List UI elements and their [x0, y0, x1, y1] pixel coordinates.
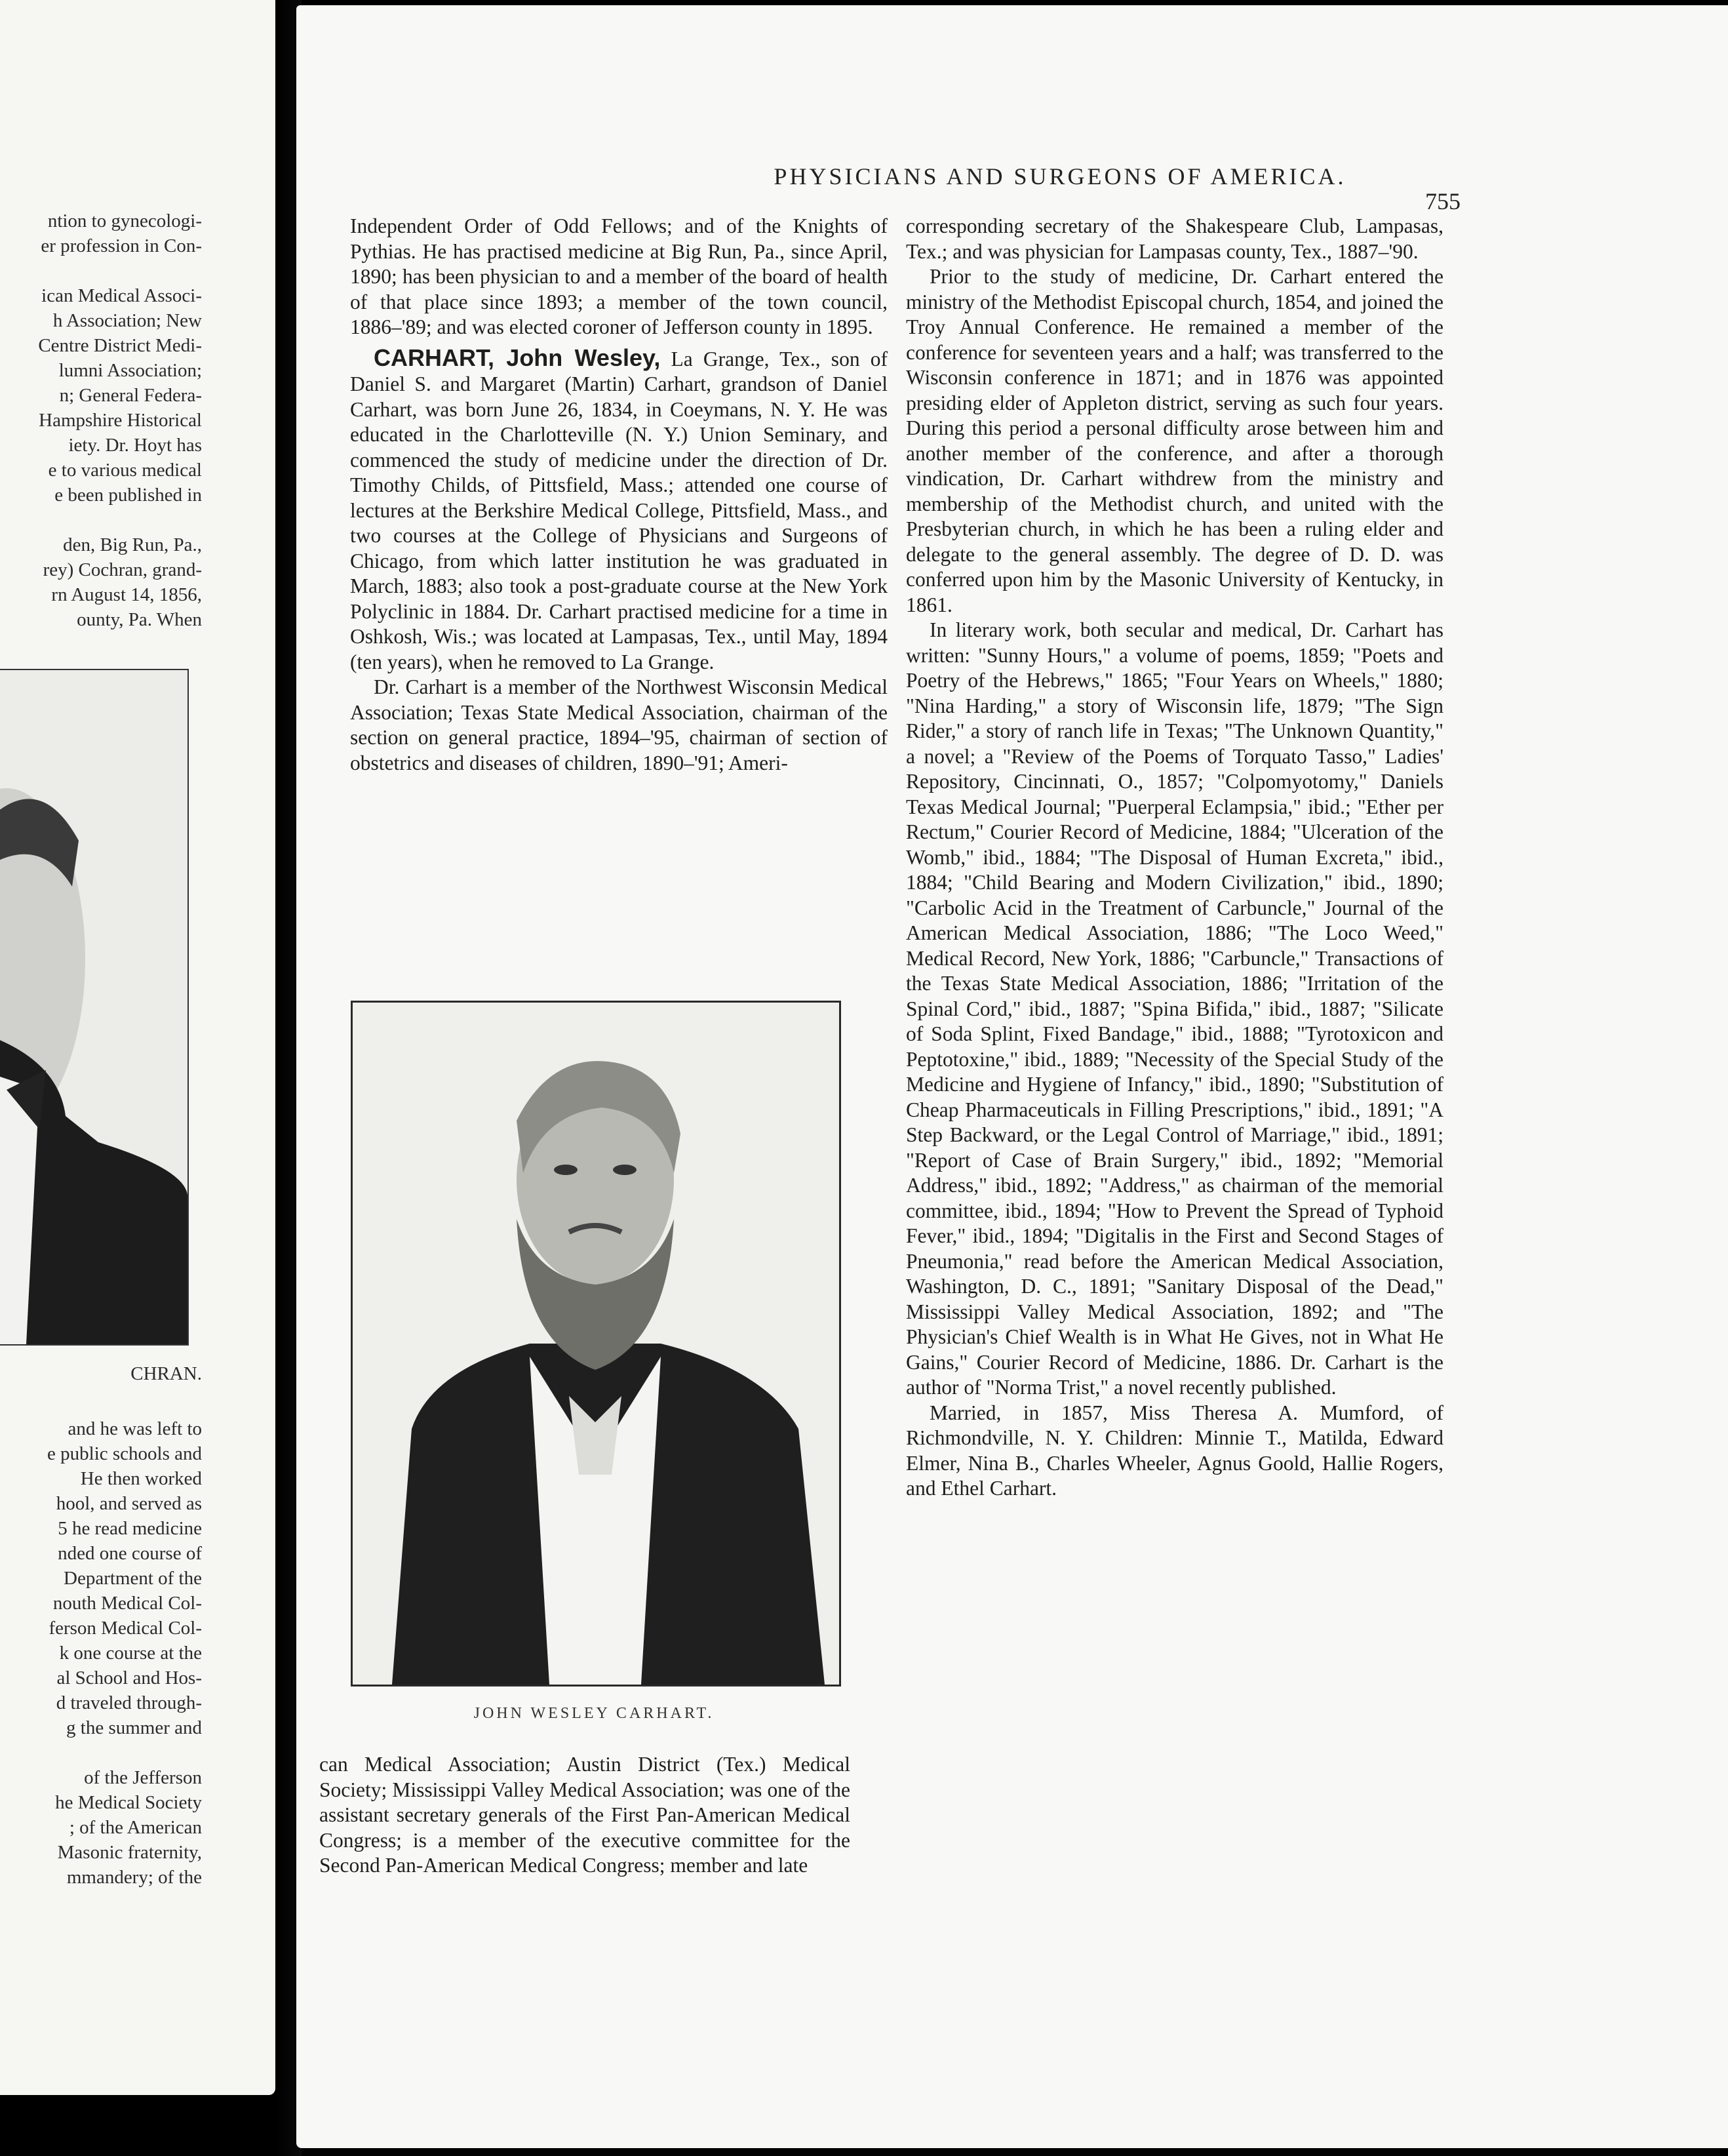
left-page-caption: CHRAN.	[130, 1363, 202, 1384]
left-page-lower-line: Masonic fraternity,	[57, 1842, 202, 1863]
bio-text: La Grange, Tex., son of Daniel S. and Margaret (Martin) Carhart, grandson of Daniel Carhart, was born June 26, 1834, in Coeymans, N. Y. He was educated in the Charlotteville (N. Y.) Union Seminary, and commenced the study of medicine under the direction of Dr. Timothy Childs, of Pittsfield, Mass.; attended one course of lectures at the Berkshire Medical College, Pittsfield, Mass., and two courses at the College of Physicians and Surgeons of Chicago, from which latter institution he was graduated in March, 1883; also took a post-graduate course at the New York Polyclinic in 1884. Dr. Carhart practised medicine for a time in Oshkosh, Wis.; was located at Lampasas, Tex., until May, 1894 (ten years), when he removed to La Grange.	[350, 347, 888, 673]
column-left-continued	[319, 1752, 850, 1879]
left-page-lower-line: nded one course of	[58, 1543, 202, 1564]
paragraph-marriage: Married, in 1857, Miss Theresa A. Mumford, of Richmondville, N. Y. Children: Minnie T., Matilda, Edward Elmer, Nina B., Charles Wheeler, Agnus Goold, Hallie Rogers, and Ethel Carhart.	[906, 1401, 1443, 1500]
left-page-portrait	[0, 669, 189, 1346]
paragraph-ministry: Prior to the study of medicine, Dr. Carhart entered the ministry of the Methodist Episcopal church, 1854, and joined the Troy Annual Conference. He remained a member of the conference for seventeen years and a half; was transferred to the Wisconsin conference in 1871; and in 1876 was appointed presiding elder of Appleton district, serving as such four years. During this period a personal difficulty arose between him and another member of the conference, and after a thorough vindication, Dr. Carhart withdrew from the ministry and membership of the Methodist church, and united with the Presbyterian church, in which he has been a ruling elder and delegate to the general assembly. The degree of D. D. was conferred upon him by the Masonic University of Kentucky, in 1861.	[906, 265, 1443, 616]
left-page-upper-line: Centre District Medi-	[38, 335, 202, 356]
paragraph-continued: corresponding secretary of the Shakespeare Club, Lampasas, Tex.; and was physician for Lampasas county, Tex., 1887–'90.	[906, 214, 1443, 263]
left-page-upper-line: e to various medical	[48, 460, 202, 481]
left-page-upper-line: Hampshire Historical	[39, 410, 202, 431]
paragraph-memberships: Dr. Carhart is a member of the Northwest Wisconsin Medical Association; Texas State Medical Association, chairman of the section on general practice, 1894–'95, chairman of section of obstetrics and diseases of children, 1890–'91; Ameri-	[350, 675, 888, 774]
left-page-lower-line: d traveled through-	[56, 1692, 202, 1713]
portrait-figure	[353, 1003, 839, 1685]
left-page-lower-line: he Medical Society	[55, 1792, 202, 1813]
left-page-upper-line: den, Big Run, Pa.,	[63, 534, 202, 555]
left-page-lower-line: and he was left to	[68, 1418, 202, 1439]
left-page-lower-line: mmandery; of the	[66, 1867, 202, 1888]
left-page-lower-line: k one course at the	[59, 1643, 202, 1664]
entry-name: CARHART, John Wesley,	[374, 344, 661, 371]
left-page-lower-line: hool, and served as	[56, 1493, 202, 1514]
left-page-upper-line: ounty, Pa. When	[77, 609, 202, 630]
left-page-upper-line: er profession in Con-	[41, 235, 202, 256]
left-page-lower-line: He then worked	[80, 1468, 202, 1489]
page-number: 755	[1425, 188, 1461, 214]
paragraph-intro: Independent Order of Odd Fellows; and of the Knights of Pythias. He has practised medicine at Big Run, Pa., since April, 1890; has been physician to and a member of the board of health of that place since 1893; a member of the town council, 1886–'89; and was elected coroner of Jefferson county in 1895.	[350, 214, 888, 338]
left-page-lower-line: 5 he read medicine	[58, 1518, 202, 1539]
left-page-upper-line: rey) Cochran, grand-	[43, 559, 202, 580]
left-page-lower-line: ; of the American	[69, 1817, 202, 1838]
left-page-lower-line: e public schools and	[47, 1443, 202, 1464]
column-right	[906, 214, 1443, 1502]
left-page-lower-line: al School and Hos-	[56, 1667, 202, 1688]
left-page-lower-line	[47, 1740, 202, 1765]
left-page-upper-line: h Association; New	[52, 310, 202, 331]
left-page-upper-line: n; General Federa-	[59, 385, 202, 406]
right-page	[296, 5, 1728, 2148]
left-page-lower-line: of the Jefferson	[84, 1767, 202, 1788]
running-head: PHYSICIANS AND SURGEONS OF AMERICA.	[774, 163, 1346, 190]
left-page-upper-line: rn August 14, 1856,	[51, 584, 202, 605]
portrait-caption: JOHN WESLEY CARHART.	[473, 1705, 715, 1722]
left-page-text-lower	[47, 1416, 202, 1890]
left-page-upper-line: iety. Dr. Hoyt has	[68, 435, 202, 456]
left-page-lower-line: Department of the	[64, 1568, 202, 1589]
left-page-text-upper	[38, 209, 202, 632]
left-page-upper-line	[38, 258, 202, 283]
left-page-lower-line: g the summer and	[66, 1717, 202, 1738]
left-page-upper-line: ican Medical Associ-	[41, 285, 202, 306]
paragraph-memberships-continued: can Medical Association; Austin District (Tex.) Medical Society; Mississippi Valley Medical Association; was one of the assistant secretary generals of the First Pan-American Medical Congress; is a member of the executive committee for the Second Pan-American Medical Congress; member and late	[319, 1753, 850, 1877]
paragraph-bio	[350, 346, 888, 675]
left-page-lower-line: nouth Medical Col-	[52, 1593, 202, 1614]
portrait-photo	[351, 1001, 841, 1687]
left-page-lower-line: ferson Medical Col-	[49, 1618, 202, 1639]
left-page-upper-line: lumni Association;	[58, 360, 202, 381]
left-page-upper-line	[38, 508, 202, 532]
left-page-upper-line: e been published in	[54, 485, 202, 506]
left-page-upper-line: ntion to gynecologi-	[47, 210, 202, 231]
left-portrait-figure	[0, 670, 187, 1344]
left-page	[0, 0, 275, 2095]
column-left	[350, 214, 888, 776]
paragraph-literary-work: In literary work, both secular and medical, Dr. Carhart has written: "Sunny Hours," a volume of poems, 1859; "Poets and Poetry of the Hebrews," 1865; "Four Years on Wheels," 1880; "Nina Harding," a story of Wisconsin life, 1879; "The Sign Rider," a story of ranch life in Texas; "The Unknown Quantity," a novel; a "Review of the Poems of Torquato Tasso," Ladies' Repository, Cincinnati, O., 1857; "Colpomyotomy," Daniels Texas Medical Journal; "Puerperal Eclampsia," ibid.; "Ether per Rectum," Courier Record of Medicine, 1884; "Ulceration of the Womb," ibid., 1884; "The Disposal of Human Excreta," ibid., 1884; "Child Bearing and Modern Civilization," ibid., 1890; "Carbolic Acid in the Treatment of Carbuncle," Journal of the American Medical Association, 1886; "The Loco Weed," Medical Record, New York, 1886; "Carbuncle," Transactions of the Texas State Medical Association, 1886; "Irritation of the Spinal Cord," ibid., 1887; "Spina Bifida," ibid., 1887; "Silicate of Soda Splint, Fixed Bandage," ibid., 1888; "Tyrotoxicon and Peptotoxine," ibid., 1889; "Necessity of the Special Study of the Medicine and Hygiene of Infancy," ibid., 1890; "Substitution of Cheap Pharmaceuticals in Filling Prescriptions," ibid., 1891; "A Step Backward, or the Legal Control of Marriage," ibid., 1891; "Report of Case of Brain Surgery," ibid., 1892; "Memorial Address," ibid., 1892; "Address," as chairman of the memorial committee, ibid., 1894; "How to Prevent the Spread of Typhoid Fever," ibid., 1894; "Digitalis in the First and Second Stages of Pneumonia," read before the American Medical Association, Washington, D. C., 1891; "Sanitary Disposal of the Dead," Mississippi Valley Medical Association, 1892; and "The Physician's Chief Wealth is in What He Gives, not in What He Gains," Courier Record of Medicine, 1886. Dr. Carhart is the author of "Norma Trist," a novel recently published.	[906, 618, 1443, 1399]
